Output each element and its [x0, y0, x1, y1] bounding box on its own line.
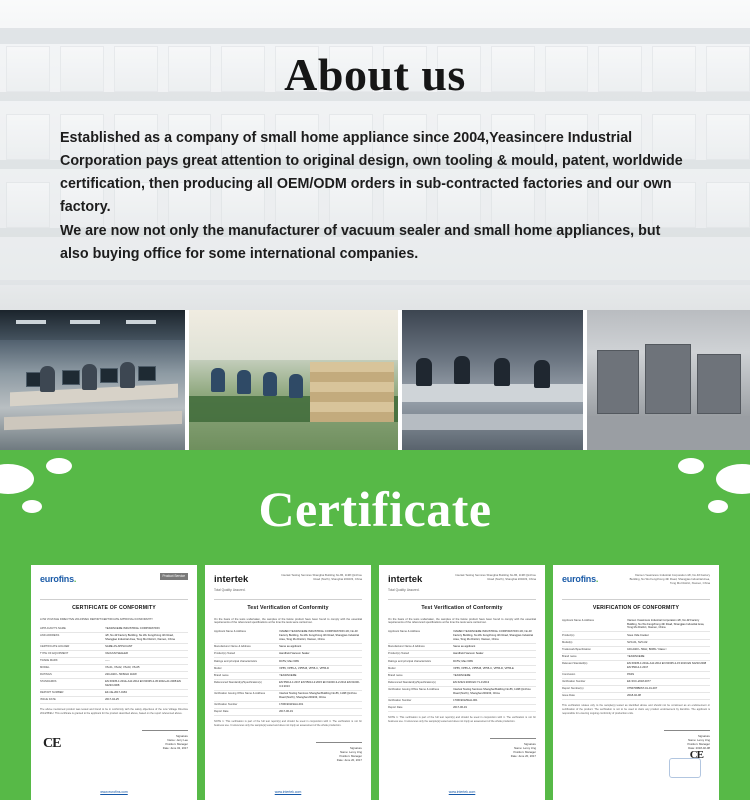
certificate-brand-subtitle: Product Service	[160, 573, 189, 580]
certificate-document-title: CERTIFICATE OF CONFORMITY	[72, 605, 156, 611]
field-key: Ratings and principal characteristics	[214, 658, 279, 665]
table-row	[388, 697, 536, 704]
field-value: 2018-02-08	[627, 693, 710, 700]
line-worker	[416, 358, 432, 386]
certificate-field-table	[40, 625, 188, 704]
office-worker	[120, 362, 135, 388]
table-row	[562, 639, 710, 646]
table-row	[40, 632, 188, 643]
moulding-machine	[645, 344, 691, 414]
field-key: Brand name	[214, 672, 279, 679]
certificate-section	[0, 450, 750, 800]
workshop-floor	[587, 416, 750, 450]
signature-label: Signature	[176, 733, 188, 738]
field-key: Verification Number	[562, 678, 627, 685]
intertek-logo	[388, 573, 422, 587]
signer-date: Date: June 20, 2017	[510, 753, 536, 758]
line-worker	[263, 372, 277, 396]
intertek-logo	[214, 573, 248, 587]
certificate-paragraph: NOTE 1: This verification is part of the full test report(s) and should be used in conjunction with it. The verification is not for business use. It references only the sample(s) tested and does not imply an assessment of the whole production.	[214, 719, 362, 727]
field-value: 0756708B0ST-01-01-007	[627, 686, 710, 693]
field-key: Trademark/Specification	[562, 646, 627, 653]
issuing-office-address: Intertek Testing Services Shanghai Building No.86, 1198 Qinzhou Road (North), Shanghai 200233, China	[281, 573, 362, 582]
certificate-paragraph: NOTE 1: This verification is part of the full test report(s) and should be used in conjunction with it. The verification is not for business use. It references only the sample(s) tested and does not imply an assessment of the whole production.	[388, 716, 536, 723]
line-worker	[211, 368, 225, 392]
ceiling-lamp	[126, 320, 156, 324]
field-value: Xiamen Yeasincere Industrial Corporation 4/F, No.4# Factory Building, Nu Wu Fengzhong 4th Road, Shangjiao Industrial Area, Tong Mu District, Xiamen, China	[627, 618, 710, 632]
certificate-paragraph: This verification relates only to the sample(s) tested as identified above and should not be construed as an endorsement or certification of the product. The verification is not to be used to claim any product endorsement by Eurofins. The applicant is responsible for ensuring ongoing conformity of production units.	[562, 704, 710, 715]
assembly-line-photo	[189, 310, 398, 450]
table-row	[388, 644, 536, 651]
table-row	[562, 678, 710, 685]
field-key: Product(s)	[562, 632, 627, 639]
table-row	[214, 708, 362, 715]
field-key: RATINGS	[40, 671, 105, 678]
certificate-header-meta	[160, 573, 189, 580]
field-value: Same as applicant	[453, 644, 536, 651]
field-key: ISSUE DATE	[40, 697, 105, 704]
field-key: APPLICANT'S NAME	[40, 625, 105, 632]
field-value: 220-240V~ 50/60Hz 110W	[105, 671, 188, 678]
field-key: Verification Number	[214, 701, 279, 708]
assembly-photo-scene	[189, 310, 398, 450]
table-row	[40, 664, 188, 671]
line-worker	[534, 360, 550, 388]
field-value: EN 60335-1:2012+A11:2014 EN 60335-2-45:2002+A1:2008 EN 62233:2008	[105, 679, 188, 690]
field-value: Handheld Vacuum Sealer	[279, 651, 362, 658]
certificate-document-subtitle: LOW VOLTAGE DIRECTIVE 2014/35/EU REPORT/CERTIFICATE APPROVAL/CONFORMITY	[40, 617, 153, 621]
eurofins-logo	[40, 573, 76, 586]
field-value: Intertek Testing Services Shanghai Building No.86, 1198 Qinzhou Road (North), Shanghai 200233, China	[453, 686, 536, 697]
line-worker	[494, 358, 510, 386]
certificate-field-table	[214, 629, 362, 716]
ceiling-lamp	[70, 320, 100, 324]
eurofins-logo-dot: .	[595, 574, 599, 584]
table-row	[40, 625, 188, 632]
table-row	[562, 671, 710, 678]
signer-date: Date: June 02, 2017	[162, 746, 188, 750]
office-desk	[4, 411, 182, 430]
field-value: EN 55014-1:2017 EN 55014-2:2015 EN 61000-3-2:2014 EN 61000-3-3:2013	[279, 679, 362, 690]
official-stamp-icon	[669, 758, 701, 778]
office-worker	[82, 364, 97, 390]
certificate-brand-subtitle: Total Quality. Assured.	[388, 587, 420, 592]
table-row	[40, 671, 188, 678]
field-value: Sous Vide Cooker	[627, 632, 710, 639]
certificate-document-title: VERIFICATION OF CONFORMITY	[592, 605, 680, 611]
table-row	[214, 672, 362, 679]
certificate-intro-text: On the basis of the tests undertaken, the samples of the below product have been found to comply with the essential requirements of the referenced specifications at the time the tests were carried out.	[214, 617, 362, 625]
eurofins-logo	[562, 573, 598, 586]
office-workstations-photo	[0, 310, 185, 450]
about-title: About us	[284, 49, 466, 100]
table-row	[214, 690, 362, 701]
table-row	[40, 679, 188, 690]
field-key: Issue Date	[562, 693, 627, 700]
production-photo-scene	[402, 310, 583, 450]
issuing-office-address: Intertek Testing Services Shanghai Building No.86, 1198 Qinzhou Road (North), Shanghai 200233, China	[455, 573, 536, 582]
field-value: EN 60335-1:2012+A11:2014 EN 60335-2-15:2016 EN 62233:2008 EN 55014-1:2017	[627, 660, 710, 671]
certificate-header	[388, 573, 536, 600]
ce-mark-icon: CE	[689, 749, 703, 762]
field-value: VP55, VP55-A, VP55-B, VP55-C, VP55-D, VP55-E	[453, 665, 536, 672]
field-key: TYPE OF EQUIPMENT	[40, 650, 105, 657]
field-value: Intertek Testing Services Shanghai Building No.86, 1198 Qinzhou Road (North), Shanghai 200233, China	[279, 690, 362, 701]
field-key: Brand name	[388, 672, 453, 679]
certificate-document-title: Test Verification of Conformity	[247, 605, 329, 611]
line-worker	[289, 374, 303, 398]
signature-line	[490, 729, 536, 739]
field-key: Manufacturer Name & Address	[214, 644, 279, 651]
certificate-header-meta	[450, 573, 536, 581]
signature-line	[142, 721, 188, 731]
field-key: STANDARDS	[40, 679, 105, 690]
signature-label: Signature	[524, 741, 536, 746]
certificate-card[interactable]	[205, 565, 371, 800]
carton-stack	[310, 362, 394, 422]
certificate-paragraph: The above mentioned product was tested and found to be in conformity with the safety objectives of the Low Voltage Directive 2014/35/EU. This certificate is granted to the applicant for the product described above, based on the report referenced above.	[40, 708, 188, 715]
line-worker	[237, 370, 251, 394]
field-key: Report Date	[214, 708, 279, 715]
table-row	[214, 679, 362, 690]
field-value: Same as applicant	[279, 644, 362, 651]
table-row	[562, 686, 710, 693]
field-value: EF-CE-2017-0163	[105, 690, 188, 697]
field-value: 4/F, No.4# Factory Building, Nu Wu Fengzhong 4th Road, Shangjiao Industrial Area, Tong Mu District, Xiamen, China	[105, 632, 188, 643]
field-key: Report Number(s)	[562, 686, 627, 693]
field-key: REPORT NUMBER	[40, 690, 105, 697]
table-row	[388, 651, 536, 658]
table-row	[40, 697, 188, 704]
ce-mark-icon: CE	[43, 735, 61, 751]
field-key: Referenced Standard(s)/Specification(s)	[214, 679, 279, 690]
computer-monitor	[138, 366, 156, 381]
field-key: Verification Issuing Office Name & Address	[214, 690, 279, 701]
field-value: YEASINCERE INDUSTRIAL CORPORATION	[105, 625, 188, 632]
certificate-signature-block	[214, 733, 362, 762]
certificate-card[interactable]	[553, 565, 719, 800]
certificate-signature-block	[40, 721, 188, 750]
field-key: Brand name	[562, 653, 627, 660]
factory-photo-strip	[0, 310, 750, 450]
signer-name: Name: Leroy Jing	[514, 745, 536, 750]
field-value: VP55, VP55-A, VP55-B, VP55-C, VP55-D	[279, 665, 362, 672]
field-value: SAME AS APPLICANT	[105, 643, 188, 650]
field-value: EF-SVC-2018-0077	[627, 678, 710, 685]
signature-label: Signature	[698, 733, 710, 738]
field-key: Referenced Standard(s)/Specification(s)	[388, 679, 453, 686]
production-line-photo	[402, 310, 583, 450]
table-row	[388, 665, 536, 672]
field-value: XIAMEN YEASINCERE INDUSTRIAL CORPORATION 4/F, No.4# Factory Building, Nu Wu Fengzhong 4th Road, Shangjiao Industrial Area, Tong Mu District, Xiamen, China	[279, 629, 362, 643]
ceiling-lamp	[16, 320, 46, 324]
signer-title: Position: Manager	[339, 753, 362, 758]
certificate-header-meta	[276, 573, 362, 581]
certificate-document-title: Test Verification of Conformity	[421, 605, 503, 611]
machinery-photo-scene	[587, 310, 750, 450]
certificate-url[interactable]: www.intertek.com	[274, 790, 302, 795]
certificate-url[interactable]: www.intertek.com	[448, 790, 476, 795]
signer-name: Name: Jerry Lee	[167, 737, 188, 742]
field-key: Product(s) Tested	[388, 651, 453, 658]
moulding-machine	[697, 354, 741, 414]
certificate-header	[562, 573, 710, 600]
about-paragraph-2: We are now not only the manufacturer of vacuum sealer and small home appliances, but also buying office for some international companies.	[60, 222, 661, 262]
field-value: DC5V, Max 60W	[453, 658, 536, 665]
field-key: AND ADDRESS	[40, 632, 105, 643]
table-row	[562, 632, 710, 639]
table-row	[40, 650, 188, 657]
certificate-card[interactable]	[31, 565, 197, 800]
work-table	[402, 384, 583, 402]
table-row	[562, 660, 710, 671]
signer-name: Name: Leroy Jing	[688, 737, 710, 742]
machinery-workshop-photo	[587, 310, 750, 450]
about-text	[60, 127, 690, 266]
field-value: Handheld Vacuum Sealer	[453, 651, 536, 658]
office-photo-scene	[0, 310, 185, 450]
table-row	[388, 629, 536, 643]
field-value: YEASINCERE	[279, 672, 362, 679]
field-value: VS-01, VS-02, VS-03, VS-05	[105, 664, 188, 671]
signer-title: Position: Manager	[687, 741, 710, 746]
certificate-url[interactable]: www.eurofins.com	[100, 790, 128, 795]
table-row	[388, 686, 536, 697]
field-value: 170619012SHA-001	[453, 697, 536, 704]
field-key: CERTIFICATE HOLDER	[40, 643, 105, 650]
table-row	[214, 651, 362, 658]
field-value: 2017-04-25	[105, 697, 188, 704]
signature-line	[664, 721, 710, 731]
field-key: Verification Issuing Office Name & Address	[388, 686, 453, 697]
signer-title: Position: Manager	[165, 741, 188, 746]
table-row	[562, 653, 710, 660]
table-row	[562, 618, 710, 632]
field-value: VACUUM SEALER	[105, 650, 188, 657]
table-row	[388, 658, 536, 665]
table-row	[40, 657, 188, 664]
certificate-field-table	[562, 618, 710, 701]
table-row	[562, 646, 710, 653]
certificate-signature-block	[388, 729, 536, 758]
field-key: Conclusion	[562, 671, 627, 678]
certificate-header-meta	[624, 573, 710, 586]
certificate-brand-subtitle: Total Quality. Assured.	[214, 587, 246, 592]
certificate-intro-text: On the basis of the tests undertaken, the samples of the below product have been found to comply with the essential requirements of the referenced specifications at the time the tests were carried out.	[388, 617, 536, 625]
eurofins-brand-text: eurofins	[562, 574, 596, 584]
table-row	[214, 644, 362, 651]
table-row	[214, 665, 362, 672]
field-value: 100-240V~ 50Hz, 800W / Class I	[627, 646, 710, 653]
moulding-machine	[597, 350, 639, 414]
certificate-header	[40, 573, 188, 600]
intertek-brand-text: intertek	[214, 574, 249, 585]
field-key: Model	[214, 665, 279, 672]
signer-date: Date: June 20, 2017	[336, 757, 362, 762]
computer-monitor	[62, 370, 80, 385]
field-value: PASS	[627, 671, 710, 678]
certificate-card[interactable]	[379, 565, 545, 800]
field-value: 170619011SHA-001	[279, 701, 362, 708]
about-content	[0, 0, 750, 266]
table-row	[214, 658, 362, 665]
office-worker	[40, 366, 55, 392]
intertek-brand-text: intertek	[388, 574, 423, 585]
field-key: Model(s)	[562, 639, 627, 646]
signer-title: Position: Manager	[513, 749, 536, 754]
eurofins-logo-dot: .	[73, 574, 77, 584]
field-key: TRADE MARK	[40, 657, 105, 664]
table-row	[388, 679, 536, 686]
table-row	[388, 672, 536, 679]
field-value: 2017-06-19	[453, 704, 536, 711]
table-row	[214, 701, 362, 708]
table-row	[214, 629, 362, 643]
signature-label: Signature	[350, 745, 362, 750]
table-row	[40, 690, 188, 697]
certificate-header	[214, 573, 362, 600]
workshop-wall	[189, 310, 398, 360]
table-row	[40, 643, 188, 650]
certificate-field-table	[388, 629, 536, 712]
field-key: Model	[388, 665, 453, 672]
field-key: Verification Number	[388, 697, 453, 704]
field-key: Applicant Name & Address	[388, 629, 453, 643]
table-row	[562, 693, 710, 700]
office-ceiling	[0, 310, 185, 340]
line-worker	[454, 356, 470, 384]
field-value: EN 62321:2009 EN 71-3:2013	[453, 679, 536, 686]
computer-monitor	[100, 368, 118, 383]
field-value: 2017-06-19	[279, 708, 362, 715]
field-value: XIAMEN YEASINCERE INDUSTRIAL CORPORATION 4/F, No.4# Factory Building, Nu Wu Fengzhong 4th Road, Shangjiao Industrial Area, Tong Mu District, Xiamen, China	[453, 629, 536, 643]
field-key: Ratings and principal characteristics	[388, 658, 453, 665]
certificate-signature-block	[562, 721, 710, 750]
eurofins-brand-text: eurofins	[40, 574, 74, 584]
field-key: Relevant Standard(s)	[562, 660, 627, 671]
field-value: YEASINCERE	[627, 653, 710, 660]
applicant-address: Xiamen Yeasincere Industrial Corporation 4/F, No.4# Factory Building, Nu Wu Fengzhong 4th Road, Shangjiao Industrial Area, Tong Mu District, Xiamen, China	[629, 573, 710, 586]
about-paragraph-1: Established as a company of small home appliance since 2004,Yeasincere Industrial Corporation pays great attention to original design, own tooling & mould, patent, worldwide certification, then producing all OEM/ODM orders in sub-contracted factories and our own factory.	[60, 130, 683, 216]
field-key: Report Date	[388, 704, 453, 711]
field-key: Manufacturer Name & Address	[388, 644, 453, 651]
certificate-title: Certificate	[258, 481, 492, 537]
field-key: MODEL	[40, 664, 105, 671]
field-value: -----	[105, 657, 188, 664]
certificate-card-row	[0, 565, 750, 800]
signature-line	[316, 733, 362, 743]
field-key: Applicant Name & Address	[214, 629, 279, 643]
field-key: Applicant Name & Address	[562, 618, 627, 632]
field-value: YEASINCERE	[453, 672, 536, 679]
signer-name: Name: Leroy Jing	[340, 749, 362, 754]
work-table	[402, 414, 583, 430]
field-value: SVC-01, SVC-02	[627, 639, 710, 646]
field-value: DC5V, Max 60W	[279, 658, 362, 665]
about-section	[0, 0, 750, 310]
field-key: Product(s) Tested	[214, 651, 279, 658]
table-row	[388, 704, 536, 711]
signer-date: Date: 2018-02-08	[688, 745, 710, 750]
